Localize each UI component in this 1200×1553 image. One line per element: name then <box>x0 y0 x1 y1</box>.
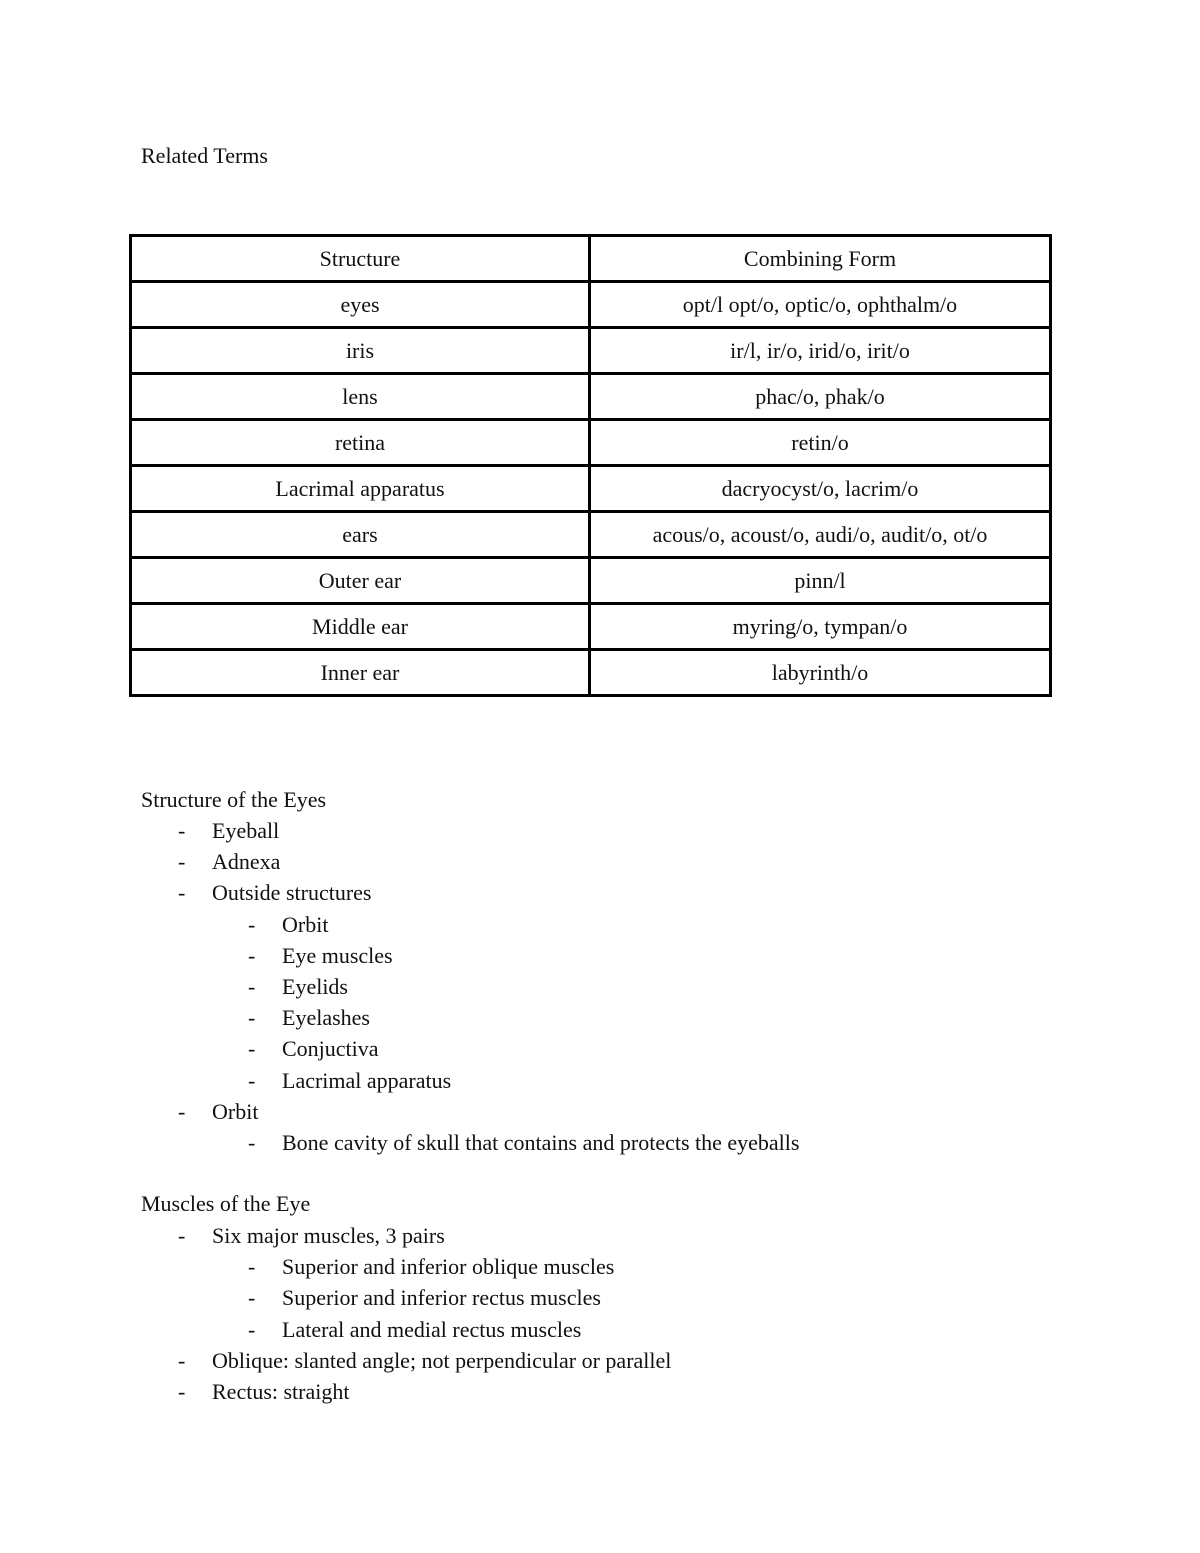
list-item-text: Outside structures <box>212 880 372 906</box>
table-row <box>131 466 1051 512</box>
list-item-text: Bone cavity of skull that contains and protects the eyeballs <box>282 1129 800 1155</box>
table-header-row <box>131 236 1051 282</box>
list-item-text: Lacrimal apparatus <box>282 1067 452 1093</box>
list-item-text: Superior and inferior rectus muscles <box>282 1285 601 1311</box>
structure-cell: eyes <box>131 282 590 328</box>
structure-of-eyes-heading: Structure of the Eyes <box>141 787 327 812</box>
list-item-text: Adnexa <box>212 849 281 875</box>
list-item-text: Orbit <box>282 911 329 937</box>
bullet-dash: - <box>178 849 186 875</box>
list-item-text: Eyelids <box>282 973 348 999</box>
page-title: Related Terms <box>141 143 268 168</box>
list-item-text: Eyelashes <box>282 1005 370 1031</box>
bullet-dash: - <box>248 1254 256 1280</box>
structure-cell: Middle ear <box>131 604 590 650</box>
combining-form-cell: ir/l, ir/o, irid/o, irit/o <box>590 328 1051 374</box>
table-row <box>131 512 1051 558</box>
bullet-dash: - <box>248 911 256 937</box>
combining-form-cell: dacryocyst/o, lacrim/o <box>590 466 1051 512</box>
list-item-text: Conjuctiva <box>282 1036 379 1062</box>
bullet-dash: - <box>248 1129 256 1155</box>
combining-form-cell: pinn/l <box>590 558 1051 604</box>
structure-cell: Outer ear <box>131 558 590 604</box>
list-item-text: Oblique: slanted angle; not perpendicular or parallel <box>212 1347 672 1373</box>
bullet-dash: - <box>178 818 186 843</box>
structure-cell: Inner ear <box>131 650 590 696</box>
list-item-text: Rectus: straight <box>212 1378 350 1404</box>
bullet-dash: - <box>248 973 256 999</box>
bullet-dash: - <box>248 1316 256 1342</box>
structure-cell: Lacrimal apparatus <box>131 466 590 512</box>
table-row <box>131 328 1051 374</box>
muscles-of-eye-heading: Muscles of the Eye <box>141 1191 311 1216</box>
bullet-dash: - <box>178 1098 186 1124</box>
combining-form-cell: myring/o, tympan/o <box>590 604 1051 650</box>
bullet-dash: - <box>248 1067 256 1093</box>
table-body <box>131 236 1051 696</box>
bullet-dash: - <box>248 1036 256 1062</box>
bullet-dash: - <box>178 880 186 906</box>
combining-form-cell: phac/o, phak/o <box>590 374 1051 420</box>
related-terms-table <box>129 234 1052 697</box>
bullet-dash: - <box>248 1285 256 1311</box>
table-row <box>131 282 1051 328</box>
bullet-dash: - <box>178 1378 186 1404</box>
list-item-text: Eye muscles <box>282 942 393 968</box>
list-item-text: Superior and inferior oblique muscles <box>282 1254 615 1280</box>
bullet-dash: - <box>178 1347 186 1373</box>
table-row <box>131 604 1051 650</box>
table-row <box>131 558 1051 604</box>
table-row <box>131 374 1051 420</box>
bullet-dash: - <box>248 942 256 968</box>
structure-cell: retina <box>131 420 590 466</box>
combining-form-cell: opt/l opt/o, optic/o, ophthalm/o <box>590 282 1051 328</box>
table-row <box>131 420 1051 466</box>
list-item-text: Six major muscles, 3 pairs <box>212 1223 445 1248</box>
list-item-text: Eyeball <box>212 818 280 843</box>
list-item-text: Orbit <box>212 1098 259 1124</box>
table-row <box>131 650 1051 696</box>
bullet-dash: - <box>178 1223 186 1248</box>
list-item-text: Lateral and medial rectus muscles <box>282 1316 582 1342</box>
combining-form-cell: labyrinth/o <box>590 650 1051 696</box>
structure-cell: lens <box>131 374 590 420</box>
combining-form-cell: acous/o, acoust/o, audi/o, audit/o, ot/o <box>590 512 1051 558</box>
structure-cell: iris <box>131 328 590 374</box>
header-structure: Structure <box>131 236 590 282</box>
bullet-dash: - <box>248 1005 256 1031</box>
header-combining-form: Combining Form <box>590 236 1051 282</box>
structure-cell: ears <box>131 512 590 558</box>
combining-form-cell: retin/o <box>590 420 1051 466</box>
